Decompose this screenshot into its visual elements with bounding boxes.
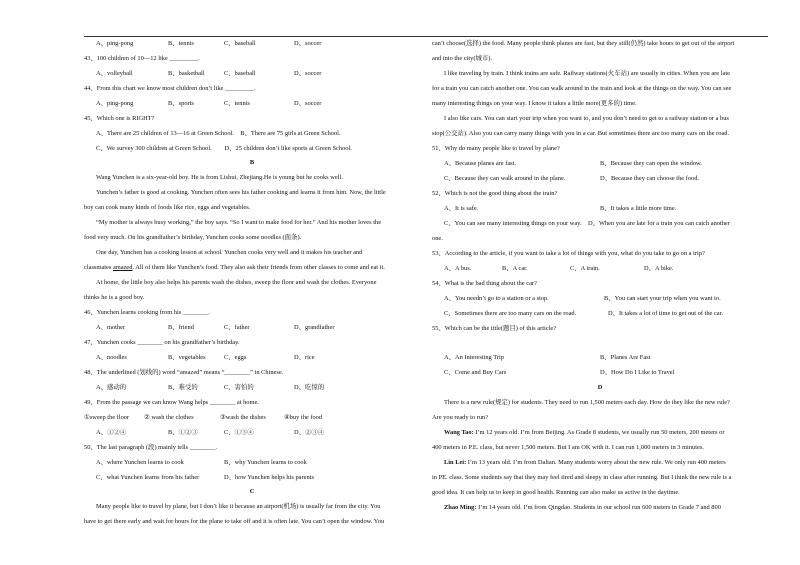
q53-stem: 53、According to the article, if you want to take a lot of things with you, what do you take to go on a trip?: [432, 250, 705, 257]
q53-option-d: D、A bike.: [644, 265, 674, 272]
q48-option-c: C、害怕的: [224, 384, 254, 391]
q54-option-c: C、Sometimes there are too many cars on the road.: [444, 310, 577, 317]
q50-option-c: C、what Yunchen learns from his father: [96, 474, 200, 481]
q51-stem: 51、Why do many people like to travel by plane?: [432, 145, 560, 152]
passage-d-lin-line3: good idea. It can help us to keep in good health. Running can also make us active in the daytime.: [432, 489, 680, 496]
q52-option-a: A、It is safe.: [444, 205, 479, 212]
passage-b-p1: Wang Yunchen is a six-year-old boy. He is from Lishui, Zhejiang.He is young but he cooks well.: [96, 174, 343, 181]
q55-option-c: C、Come and Buy Cars: [444, 369, 507, 376]
q54-option-a: A、You needn’t go to a station or a stop.: [444, 295, 549, 302]
q49-option-d: D、②③④: [294, 429, 325, 436]
passage-b-p2-line2: boy can cook many kinds of foods like rice, eggs and vegetables.: [84, 204, 251, 211]
q53-option-a: A、A bus.: [444, 265, 472, 272]
q47-option-a: A、noodles: [96, 354, 127, 361]
q46-option-d: D、grandfather: [294, 324, 335, 331]
passage-b-p4-line1: One day, Yunchen has a cooking lesson at school. Yunchen cooks very well and it makes his teacher and: [96, 249, 363, 256]
q43-option-c: C、baseball: [224, 70, 256, 77]
passage-d-lin-line2: in PE. class. Some students say that they may feel tired and sleepy in class after running. But I think the new rule is a: [432, 474, 732, 481]
q52-option-b: B、It takes a little more time.: [600, 205, 677, 212]
q48-option-d: D、吃惊的: [294, 384, 325, 391]
q54-option-b: B、You can start your trip when you want to.: [604, 295, 721, 302]
wang-text: I’m 12 years old. I’m from Beijing. As Grade 8 students, we usually run 50 meters, 200 meters or: [473, 429, 725, 436]
q51-option-a: A、Because planes are fast.: [444, 160, 517, 167]
q51-option-c: C、Because they can walk around in the plane.: [444, 175, 566, 182]
q54-option-d: D、It takes a lot of time to get out of the car.: [608, 310, 723, 317]
passage-b-p4-line2: [84, 264, 385, 272]
q55-option-a: A、An Interesting Trip: [444, 354, 505, 361]
q52-stem: 52、Which is not the good thing about the train?: [432, 190, 558, 197]
passage-d-lin-line1: [444, 459, 726, 467]
p4-lead: classmates: [84, 264, 113, 271]
lin-text: I’m 13 years old. I’m from Dalian. Many students worry about the new rule. We only run 400 meters: [466, 459, 726, 466]
q52-options-cd: C、You can see many interesting things on your way. D、When you are late for a train you can catch another: [444, 220, 730, 227]
q49-item-4: ④buy the food: [284, 414, 323, 421]
q43-option-a: A、volleyball: [96, 70, 133, 77]
underlined-word-amazed: amazed: [112, 264, 133, 271]
passage-c-p2-line1: I like traveling by train. I think trains are safe. Railway stations(火车站) are usually in cities. When you are late: [444, 70, 730, 77]
q44-option-d: D、soccer: [294, 100, 322, 107]
q45-stem: 45、Which one is RIGHT?: [84, 115, 155, 122]
q55-option-d: D、How Do I Like to Travel: [600, 369, 675, 376]
q44-option-a: A、ping-pong: [96, 100, 134, 107]
q44-stem: 44、From this chart we know most children don’t like _________.: [84, 85, 256, 92]
p4-tail: . All of them like Yunchen’s food. They also ask their friends from other classes to come and eat it.: [132, 264, 385, 271]
q47-option-c: C、eggs: [224, 354, 247, 361]
passage-d-wang-line2: 400 meters in P.E. class, but never 1,500 meters. But I am OK with it. I can run 1,000 meters in 3 minutes.: [432, 444, 704, 451]
q46-option-a: A、mother: [96, 324, 126, 331]
zhao-text: I’m 14 years old. I’m from Qingdao. Students in our school run 600 meters in Grade 7 and 800: [476, 504, 721, 511]
q46-stem: 46、Yunchen learns cooking from his ________.: [84, 309, 211, 316]
passage-d-zhao-line1: [444, 504, 721, 512]
passage-b-p3-line2: food very much. On his grandfather’s birthday, Yunchen cooks some noodles (面条).: [84, 234, 302, 241]
section-b-heading: B: [249, 159, 255, 166]
q42-option-a: A、ping-pong: [96, 40, 134, 47]
q48-option-b: B、难受的: [168, 384, 198, 391]
q47-option-b: B、vegetables: [168, 354, 206, 361]
q42-option-b: B、tennis: [168, 40, 194, 47]
q49-item-2: ② wash the clothes: [144, 414, 194, 421]
passage-b-p5-line2: thinks he is a good boy.: [84, 294, 145, 301]
q49-item-1: ①sweep the floor: [84, 414, 130, 421]
passage-d-intro-line2: Are you ready to run?: [432, 414, 489, 421]
passage-d-intro-line1: There is a new rule(规定) for students. They need to run 1,500 meters each day. How do they like the new rule?: [444, 399, 730, 406]
passage-c-p3-line1: I also like cars. You can start your trip when you want to, and you don’t need to get to a railway station or a bus: [444, 115, 729, 122]
q49-option-b: B、①②③: [168, 429, 198, 436]
q49-option-c: C、①③④: [224, 429, 254, 436]
passage-c-p2-line2: for a train you can catch another one. You can walk around in the train and look at the things on the way. You can see: [432, 85, 732, 92]
speaker-wang-tao: Wang Tao:: [444, 429, 474, 436]
q48-stem: 48、The underlined (划线的) word “amazed” means “________” in Chinese.: [84, 369, 284, 376]
section-c-heading: C: [249, 488, 255, 495]
passage-b-p3-line1: “My mother is always busy working,” the boy says. “So I want to make food for her.” And his mother loves the: [96, 219, 382, 226]
passage-b-p2-line1: Yunchen’s father is good at cooking. Yunchen often sees his father cooking and learns it from him. Now, the little: [96, 189, 386, 196]
q46-option-c: C、father: [224, 324, 250, 331]
q42-option-c: C、baseball: [224, 40, 256, 47]
q46-option-b: B、friend: [168, 324, 194, 331]
q43-stem: 43、100 children of 10—12 like _________.: [84, 55, 200, 62]
q44-option-b: B、sports: [168, 100, 194, 107]
passage-b-p5-line1: At home, the little boy also helps his parents wash the dishes, sweep the floor and wash the clothes. Everyone: [96, 279, 377, 286]
q51-option-b: B、Because they can open the window.: [600, 160, 702, 167]
q53-option-c: C、A train.: [570, 265, 600, 272]
q49-item-3: ③wash the dishes: [220, 414, 266, 421]
speaker-lin-lei: Lin Lei:: [444, 459, 467, 466]
q53-option-b: B、A car.: [502, 265, 528, 272]
q47-option-d: D、rice: [294, 354, 315, 361]
q50-stem: 50、The last paragraph (段) mainly tells ________.: [84, 444, 217, 451]
passage-c-p2-line3: many interesting things on your way. I know it takes a little more(更多的) time.: [432, 100, 637, 107]
passage-c-p3-line2: stop(公交站). Also you can carry many things with you in a car. But sometimes there are too many cars on the road.: [432, 130, 730, 137]
q55-option-b: B、Planes Are Fast: [600, 354, 651, 361]
passage-c-line3: can’t choose(选择) the food. Many people think planes are fast, but they still(仍然) take hours to get out of the airport: [432, 40, 735, 47]
q50-option-d: D、how Yunchen helps his parents: [224, 474, 314, 481]
speaker-zhao-ming: Zhao Ming:: [444, 504, 477, 511]
q44-option-c: C、tennis: [224, 100, 250, 107]
passage-c-line1: Many people like to travel by plane, but I don’t like it because an airport(机场) is usually far from the city. You: [96, 503, 381, 510]
passage-d-wang-line1: [444, 429, 724, 437]
section-d-heading: D: [597, 384, 603, 391]
q43-option-b: B、basketball: [168, 70, 205, 77]
header-rule: [84, 36, 768, 37]
q50-option-a: A、where Yunchen learns to cook: [96, 459, 184, 466]
q52-options-cd-wrap: one.: [432, 235, 443, 242]
q47-stem: 47、Yunchen cooks ________ on his grandfather’s birthday.: [84, 339, 240, 346]
q49-option-a: A、①②④: [96, 429, 127, 436]
q49-stem: 49、From the passage we can know Wang helps ________ at home.: [84, 399, 259, 406]
q51-option-d: D、Because they can choose the food.: [600, 175, 700, 182]
q43-option-d: D、soccer: [294, 70, 322, 77]
q42-option-d: D、soccer: [294, 40, 322, 47]
q55-stem: 55、Which can be the title(题目) of this article?: [432, 325, 557, 332]
q45-options-ab: A、There are 25 children of 13—16 at Green School. B、There are 75 girls at Green School.: [96, 130, 341, 137]
passage-c-line4: and into the city(城市).: [432, 55, 492, 62]
q50-option-b: B、why Yunchen learns to cook: [224, 459, 307, 466]
q45-options-cd: C、We survey 300 children at Green School. D、25 children don’t like sports at Green School.: [96, 145, 352, 152]
q48-option-a: A、感动的: [96, 384, 127, 391]
passage-c-line2: have to get there early and wait for hours for the plane to take off and it is often late. You can’t open the window. You: [84, 518, 385, 525]
q54-stem: 54、What is the bad thing about the car?: [432, 280, 537, 287]
